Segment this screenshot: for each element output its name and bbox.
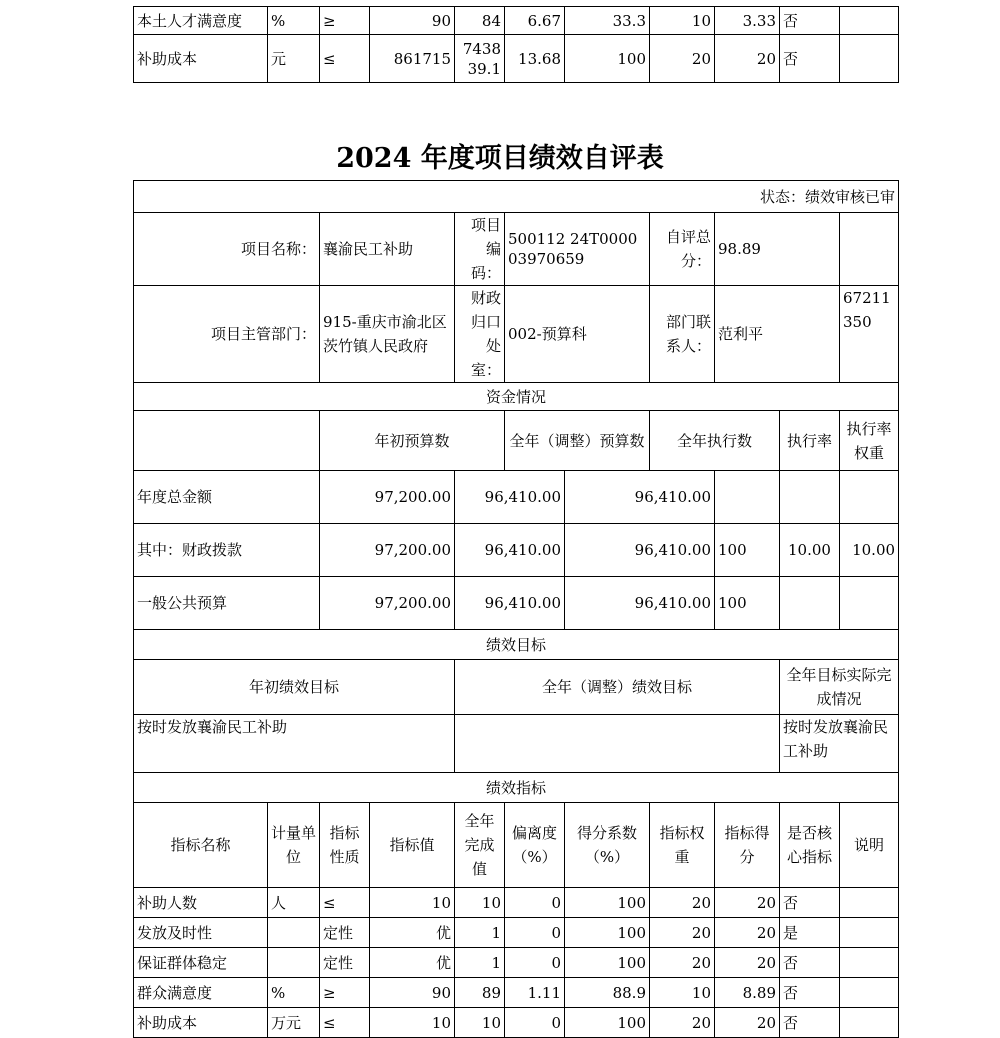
funds-executed: 96,410.00: [565, 577, 715, 630]
funds-header-empty: [134, 411, 320, 471]
funds-weight: [780, 471, 840, 524]
indicator-value: 优: [370, 918, 455, 948]
project-name: 襄渝民工补助: [320, 213, 455, 286]
status-text: 状态：绩效审核已审: [134, 181, 899, 213]
funds-score: [840, 471, 899, 524]
project-name-label: 项目名称：: [134, 213, 320, 286]
funds-row-label: 一般公共预算: [134, 577, 320, 630]
indicator-name: 保证群体稳定: [134, 948, 268, 978]
indicator-nature: ≤: [320, 1008, 370, 1038]
indicator-actual: 10: [455, 888, 505, 918]
indicator-value: 10: [370, 888, 455, 918]
indicator-weight: 20: [650, 888, 715, 918]
page-title: 2024 年度项目绩效自评表: [336, 143, 664, 174]
indicator-value: 90: [370, 978, 455, 1008]
indicator-note: [840, 888, 899, 918]
self-score: 98.89: [715, 213, 840, 286]
indicator-actual: 89: [455, 978, 505, 1008]
funds-rate: 100: [715, 577, 780, 630]
indicator-score: 20: [715, 948, 780, 978]
ind-header-note: 说明: [840, 803, 899, 888]
indicator-core: 否: [780, 7, 840, 35]
contact-label: 部门联系人：: [650, 286, 715, 383]
funds-score: [840, 577, 899, 630]
indicator-score: 20: [715, 1008, 780, 1038]
self-score-label: 自评总分：: [650, 213, 715, 286]
goals-adjusted: [455, 715, 780, 773]
ind-header-weight: 指标权重: [650, 803, 715, 888]
indicator-weight: 20: [650, 35, 715, 83]
indicators-section-title: 绩效指标: [134, 773, 899, 803]
funds-weight: [780, 577, 840, 630]
indicator-weight: 20: [650, 918, 715, 948]
project-code-label: 项目编码：: [455, 213, 505, 286]
indicator-note: [840, 7, 899, 35]
ind-header-name: 指标名称: [134, 803, 268, 888]
indicator-nature: 定性: [320, 918, 370, 948]
funds-score: 10.00: [840, 524, 899, 577]
dept-label: 项目主管部门：: [134, 286, 320, 383]
indicator-deviation: 13.68: [505, 35, 565, 83]
indicator-deviation: 6.67: [505, 7, 565, 35]
funds-row-label: 年度总金额: [134, 471, 320, 524]
indicator-score: 20: [715, 35, 780, 83]
indicator-core: 否: [780, 35, 840, 83]
goals-actual: 按时发放襄渝民工补助: [780, 715, 899, 773]
indicator-coef: 88.9: [565, 978, 650, 1008]
indicator-note: [840, 1008, 899, 1038]
indicator-weight: 20: [650, 948, 715, 978]
indicator-score: 20: [715, 888, 780, 918]
contact: 范利平: [715, 286, 840, 383]
ind-header-value: 指标值: [370, 803, 455, 888]
indicator-core: 是: [780, 918, 840, 948]
indicator-value: 861715: [370, 35, 455, 83]
table-row: [134, 1008, 899, 1038]
indicator-note: [840, 918, 899, 948]
indicator-deviation: 0: [505, 948, 565, 978]
indicator-core: 否: [780, 888, 840, 918]
funds-executed: 96,410.00: [565, 524, 715, 577]
indicator-name: 发放及时性: [134, 918, 268, 948]
ind-header-deviation: 偏离度（%）: [505, 803, 565, 888]
goals-section-title: 绩效目标: [134, 630, 899, 660]
previous-indicator-table: [133, 6, 899, 83]
ind-header-nature: 指标性质: [320, 803, 370, 888]
indicator-unit: [268, 918, 320, 948]
finance: 002-预算科: [505, 286, 650, 383]
indicator-unit: [268, 948, 320, 978]
indicator-note: [840, 35, 899, 83]
indicator-deviation: 0: [505, 918, 565, 948]
phone: [840, 286, 899, 383]
indicator-actual: 1: [455, 918, 505, 948]
table-row: [134, 7, 899, 35]
indicator-weight: 10: [650, 978, 715, 1008]
indicator-coef: 100: [565, 1008, 650, 1038]
funds-adjusted: 96,410.00: [455, 524, 565, 577]
indicator-actual: 1: [455, 948, 505, 978]
funds-header-rate: 执行率: [780, 411, 840, 471]
table-row: [134, 978, 899, 1008]
indicator-actual: 84: [455, 7, 505, 35]
ind-header-actual: 全年完成值: [455, 803, 505, 888]
table-row: [134, 948, 899, 978]
indicator-nature: 定性: [320, 948, 370, 978]
funds-header-adjusted: 全年（调整）预算数: [505, 411, 650, 471]
funds-weight: 10.00: [780, 524, 840, 577]
indicator-score: 3.33: [715, 7, 780, 35]
indicator-unit: 万元: [268, 1008, 320, 1038]
indicator-unit: 人: [268, 888, 320, 918]
indicator-coef: 100: [565, 918, 650, 948]
indicator-value: 90: [370, 7, 455, 35]
indicator-unit: %: [268, 7, 320, 35]
indicator-nature: ≥: [320, 7, 370, 35]
finance-label: 财政归口处室：: [455, 286, 505, 383]
indicator-name: 本土人才满意度: [134, 7, 268, 35]
funds-adjusted: 96,410.00: [455, 577, 565, 630]
empty-cell: [840, 213, 899, 286]
indicator-note: [840, 948, 899, 978]
goals-initial-header: 年初绩效目标: [134, 660, 455, 715]
table-row: [134, 888, 899, 918]
indicator-coef: 100: [565, 35, 650, 83]
indicator-unit: 元: [268, 35, 320, 83]
indicator-weight: 20: [650, 1008, 715, 1038]
indicator-core: 否: [780, 978, 840, 1008]
phone-number: 67211350: [843, 289, 891, 331]
funds-rate: 100: [715, 524, 780, 577]
indicator-core: 否: [780, 948, 840, 978]
funds-row-label: 其中：财政拨款: [134, 524, 320, 577]
indicator-actual: 10: [455, 1008, 505, 1038]
ind-header-unit: 计量单位: [268, 803, 320, 888]
funds-adjusted: 96,410.00: [455, 471, 565, 524]
table-row: [134, 35, 899, 83]
funds-section-title: 资金情况: [134, 383, 899, 411]
indicator-value: 优: [370, 948, 455, 978]
funds-header-executed: 全年执行数: [650, 411, 780, 471]
indicator-nature: ≥: [320, 978, 370, 1008]
evaluation-table: [133, 180, 899, 1038]
indicator-deviation: 1.11: [505, 978, 565, 1008]
indicator-score: 8.89: [715, 978, 780, 1008]
indicator-name: 群众满意度: [134, 978, 268, 1008]
indicator-actual: 743839.1: [455, 35, 505, 83]
funds-initial: 97,200.00: [320, 524, 455, 577]
goals-initial: 按时发放襄渝民工补助: [134, 715, 455, 773]
indicator-score: 20: [715, 918, 780, 948]
indicator-name: 补助人数: [134, 888, 268, 918]
indicator-core: 否: [780, 1008, 840, 1038]
indicator-nature: ≤: [320, 35, 370, 83]
indicator-coef: 100: [565, 888, 650, 918]
indicator-coef: 33.3: [565, 7, 650, 35]
funds-header-weight: 执行率权重: [840, 411, 899, 471]
ind-header-score: 指标得分: [715, 803, 780, 888]
goals-actual-header: 全年目标实际完成情况: [780, 660, 899, 715]
indicator-name: 补助成本: [134, 1008, 268, 1038]
indicator-coef: 100: [565, 948, 650, 978]
indicator-weight: 10: [650, 7, 715, 35]
funds-initial: 97,200.00: [320, 471, 455, 524]
ind-header-coef: 得分系数（%）: [565, 803, 650, 888]
goals-adjusted-header: 全年（调整）绩效目标: [455, 660, 780, 715]
ind-header-core: 是否核心指标: [780, 803, 840, 888]
funds-executed: 96,410.00: [565, 471, 715, 524]
indicator-name: 补助成本: [134, 35, 268, 83]
funds-rate: [715, 471, 780, 524]
indicator-unit: %: [268, 978, 320, 1008]
indicator-deviation: 0: [505, 888, 565, 918]
funds-initial: 97,200.00: [320, 577, 455, 630]
indicator-value: 10: [370, 1008, 455, 1038]
indicator-note: [840, 978, 899, 1008]
indicator-deviation: 0: [505, 1008, 565, 1038]
indicator-nature: ≤: [320, 888, 370, 918]
dept: 915-重庆市渝北区茨竹镇人民政府: [320, 286, 455, 383]
funds-header-initial: 年初预算数: [320, 411, 505, 471]
table-row: [134, 918, 899, 948]
project-code: 500112 24T000003970659: [505, 213, 650, 286]
